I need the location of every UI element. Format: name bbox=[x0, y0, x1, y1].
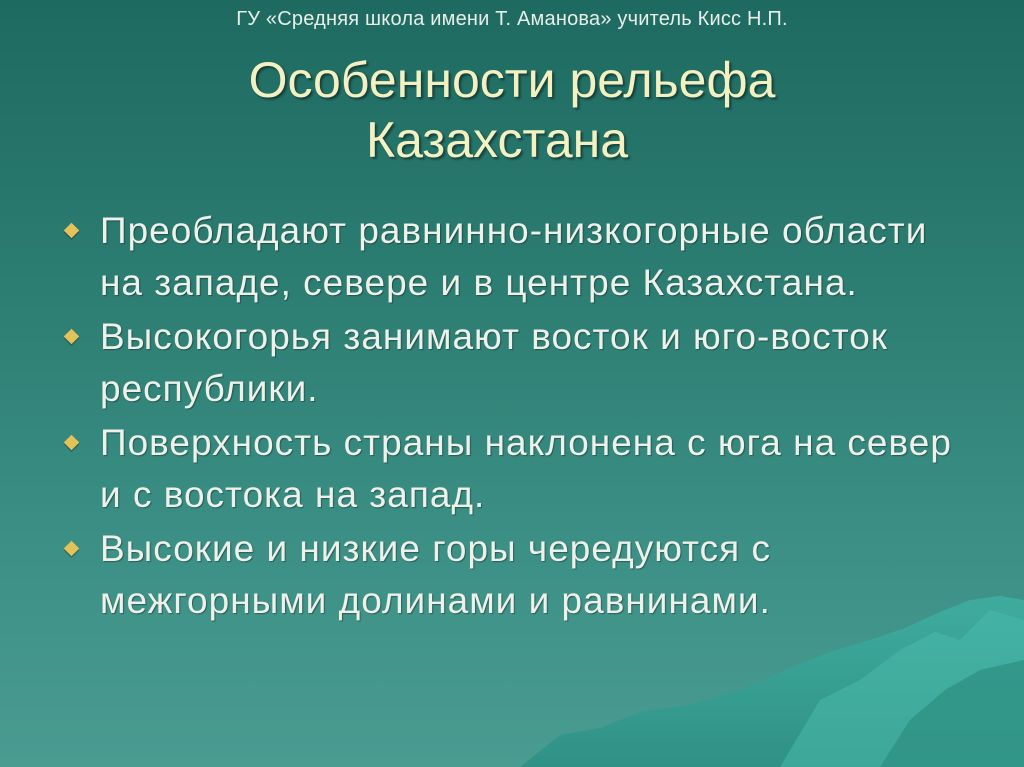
author-subtitle: ГУ «Средняя школа имени Т. Аманова» учитель Кисс Н.П. bbox=[236, 8, 788, 30]
bullet-list bbox=[62, 205, 962, 629]
slide-title bbox=[0, 50, 1024, 170]
title-line-1: Особенности рельефа bbox=[248, 52, 776, 108]
bullet-text: Преобладают равнинно-низкогорные области на западе, севере и в центре Казахстана. bbox=[100, 210, 928, 303]
bullet-item bbox=[62, 205, 962, 309]
diamond-bullet-icon bbox=[64, 329, 80, 345]
bullet-item bbox=[62, 523, 962, 627]
diamond-bullet-icon bbox=[64, 541, 80, 557]
title-line-2: Казахстана bbox=[365, 112, 629, 168]
diamond-bullet-icon bbox=[64, 223, 80, 239]
diamond-bullet-icon bbox=[64, 435, 80, 451]
bullet-item bbox=[62, 417, 962, 521]
bullet-text: Высокогорья занимают восток и юго-восток республики. bbox=[100, 316, 888, 409]
bullet-text: Поверхность страны наклонена с юга на север и с востока на запад. bbox=[100, 422, 952, 515]
bullet-item bbox=[62, 311, 962, 415]
bullet-text: Высокие и низкие горы чередуются с межгорными долинами и равнинами. bbox=[100, 528, 771, 621]
